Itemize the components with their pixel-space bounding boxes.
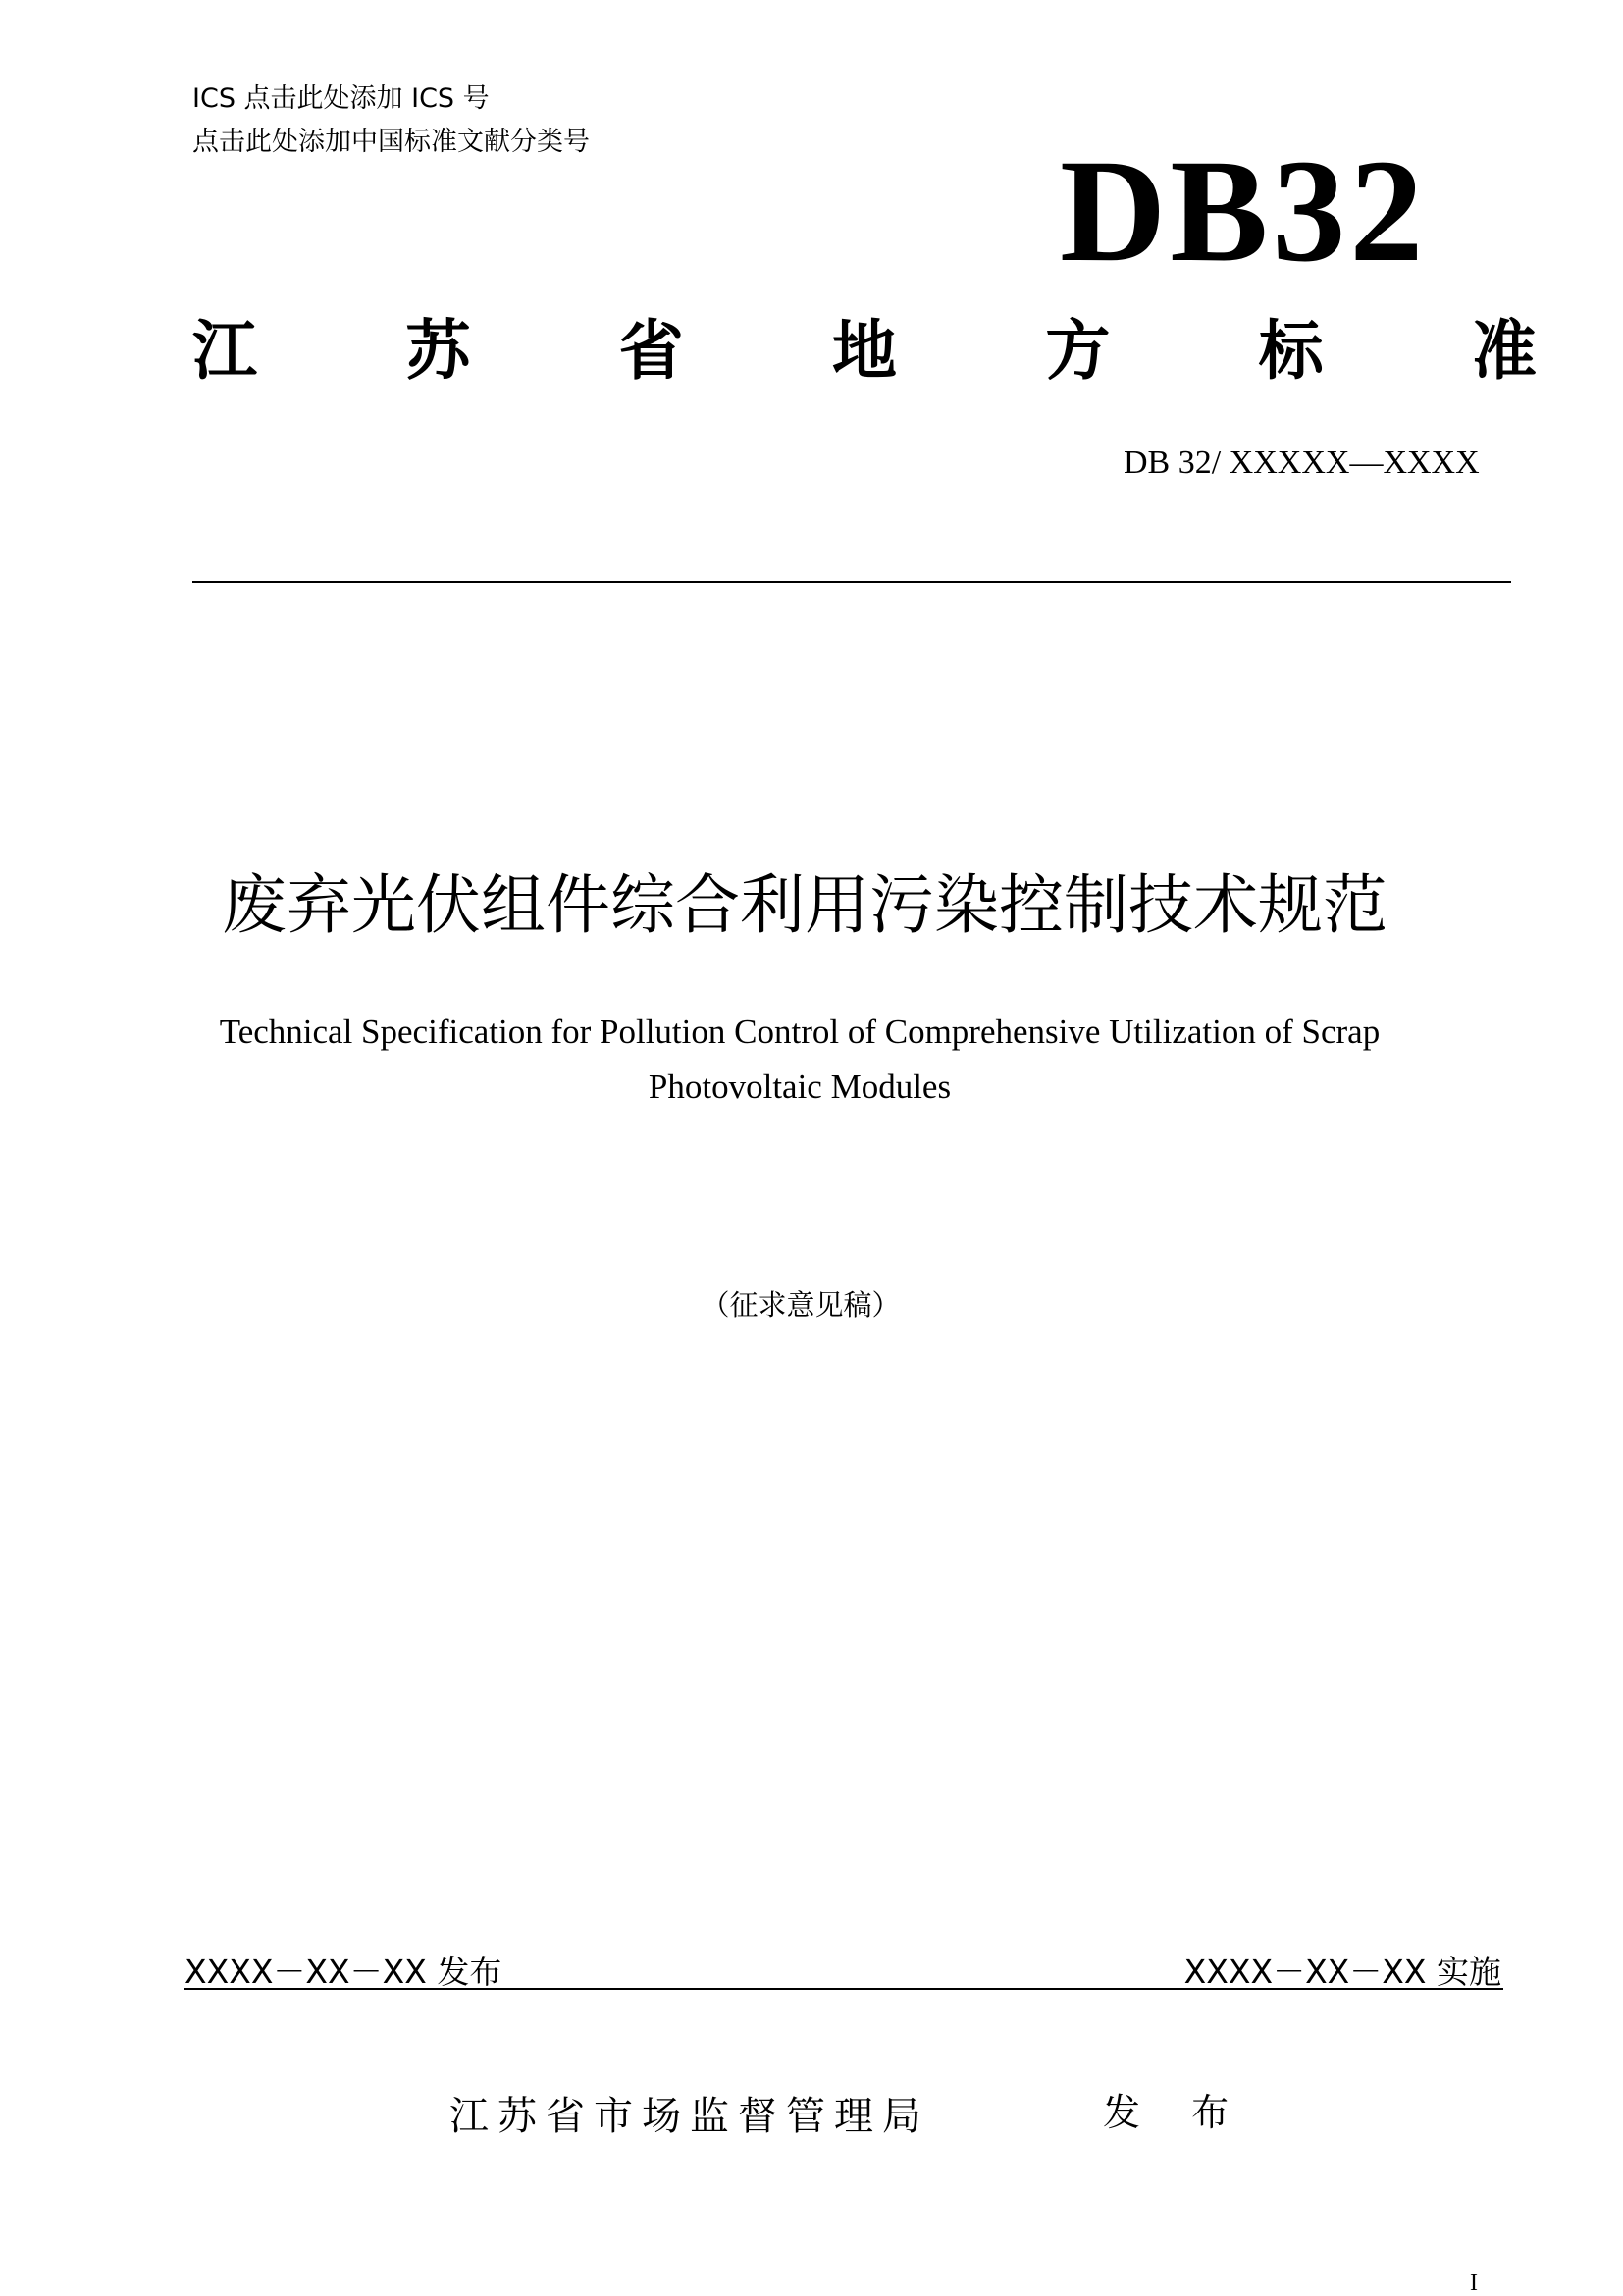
standard-type-char: 苏 (405, 313, 471, 389)
publish-label: 发 布 (1103, 2091, 1249, 2134)
ccs-number-placeholder: 点击此处添加中国标准文献分类号 (192, 127, 590, 157)
header-divider (192, 581, 1511, 583)
publish-date: XXXX－XX－XX 发布 (184, 1953, 502, 1991)
standard-type-char: 方 (1045, 313, 1111, 389)
standard-number: DB 32/ XXXXX—XXXX (1124, 444, 1480, 481)
footer-divider (184, 1988, 1503, 1990)
standard-type-char: 标 (1258, 313, 1324, 389)
draft-status: （征求意见稿） (701, 1288, 901, 1322)
publisher-name: 江苏省市场监督管理局 (449, 2094, 930, 2139)
standard-type-char: 准 (1471, 313, 1537, 389)
english-title: Technical Specification for Pollution Control of Comprehensive Utilization of Scrap Photovoltaic Modules (219, 1013, 1381, 1106)
page-number: I (1470, 2270, 1478, 2296)
standard-type-char: 地 (831, 313, 897, 389)
effective-date: XXXX－XX－XX 实施 (1183, 1953, 1501, 1991)
standard-type-char: 江 (192, 313, 257, 389)
ics-number-placeholder: ICS 点击此处添加 ICS 号 (192, 83, 490, 114)
chinese-title: 废弃光伏组件综合利用污染控制技术规范 (222, 867, 1387, 943)
standard-type-title (192, 312, 1537, 391)
standard-type-char: 省 (618, 313, 684, 389)
standard-code-logo: DB32 (1060, 130, 1428, 292)
